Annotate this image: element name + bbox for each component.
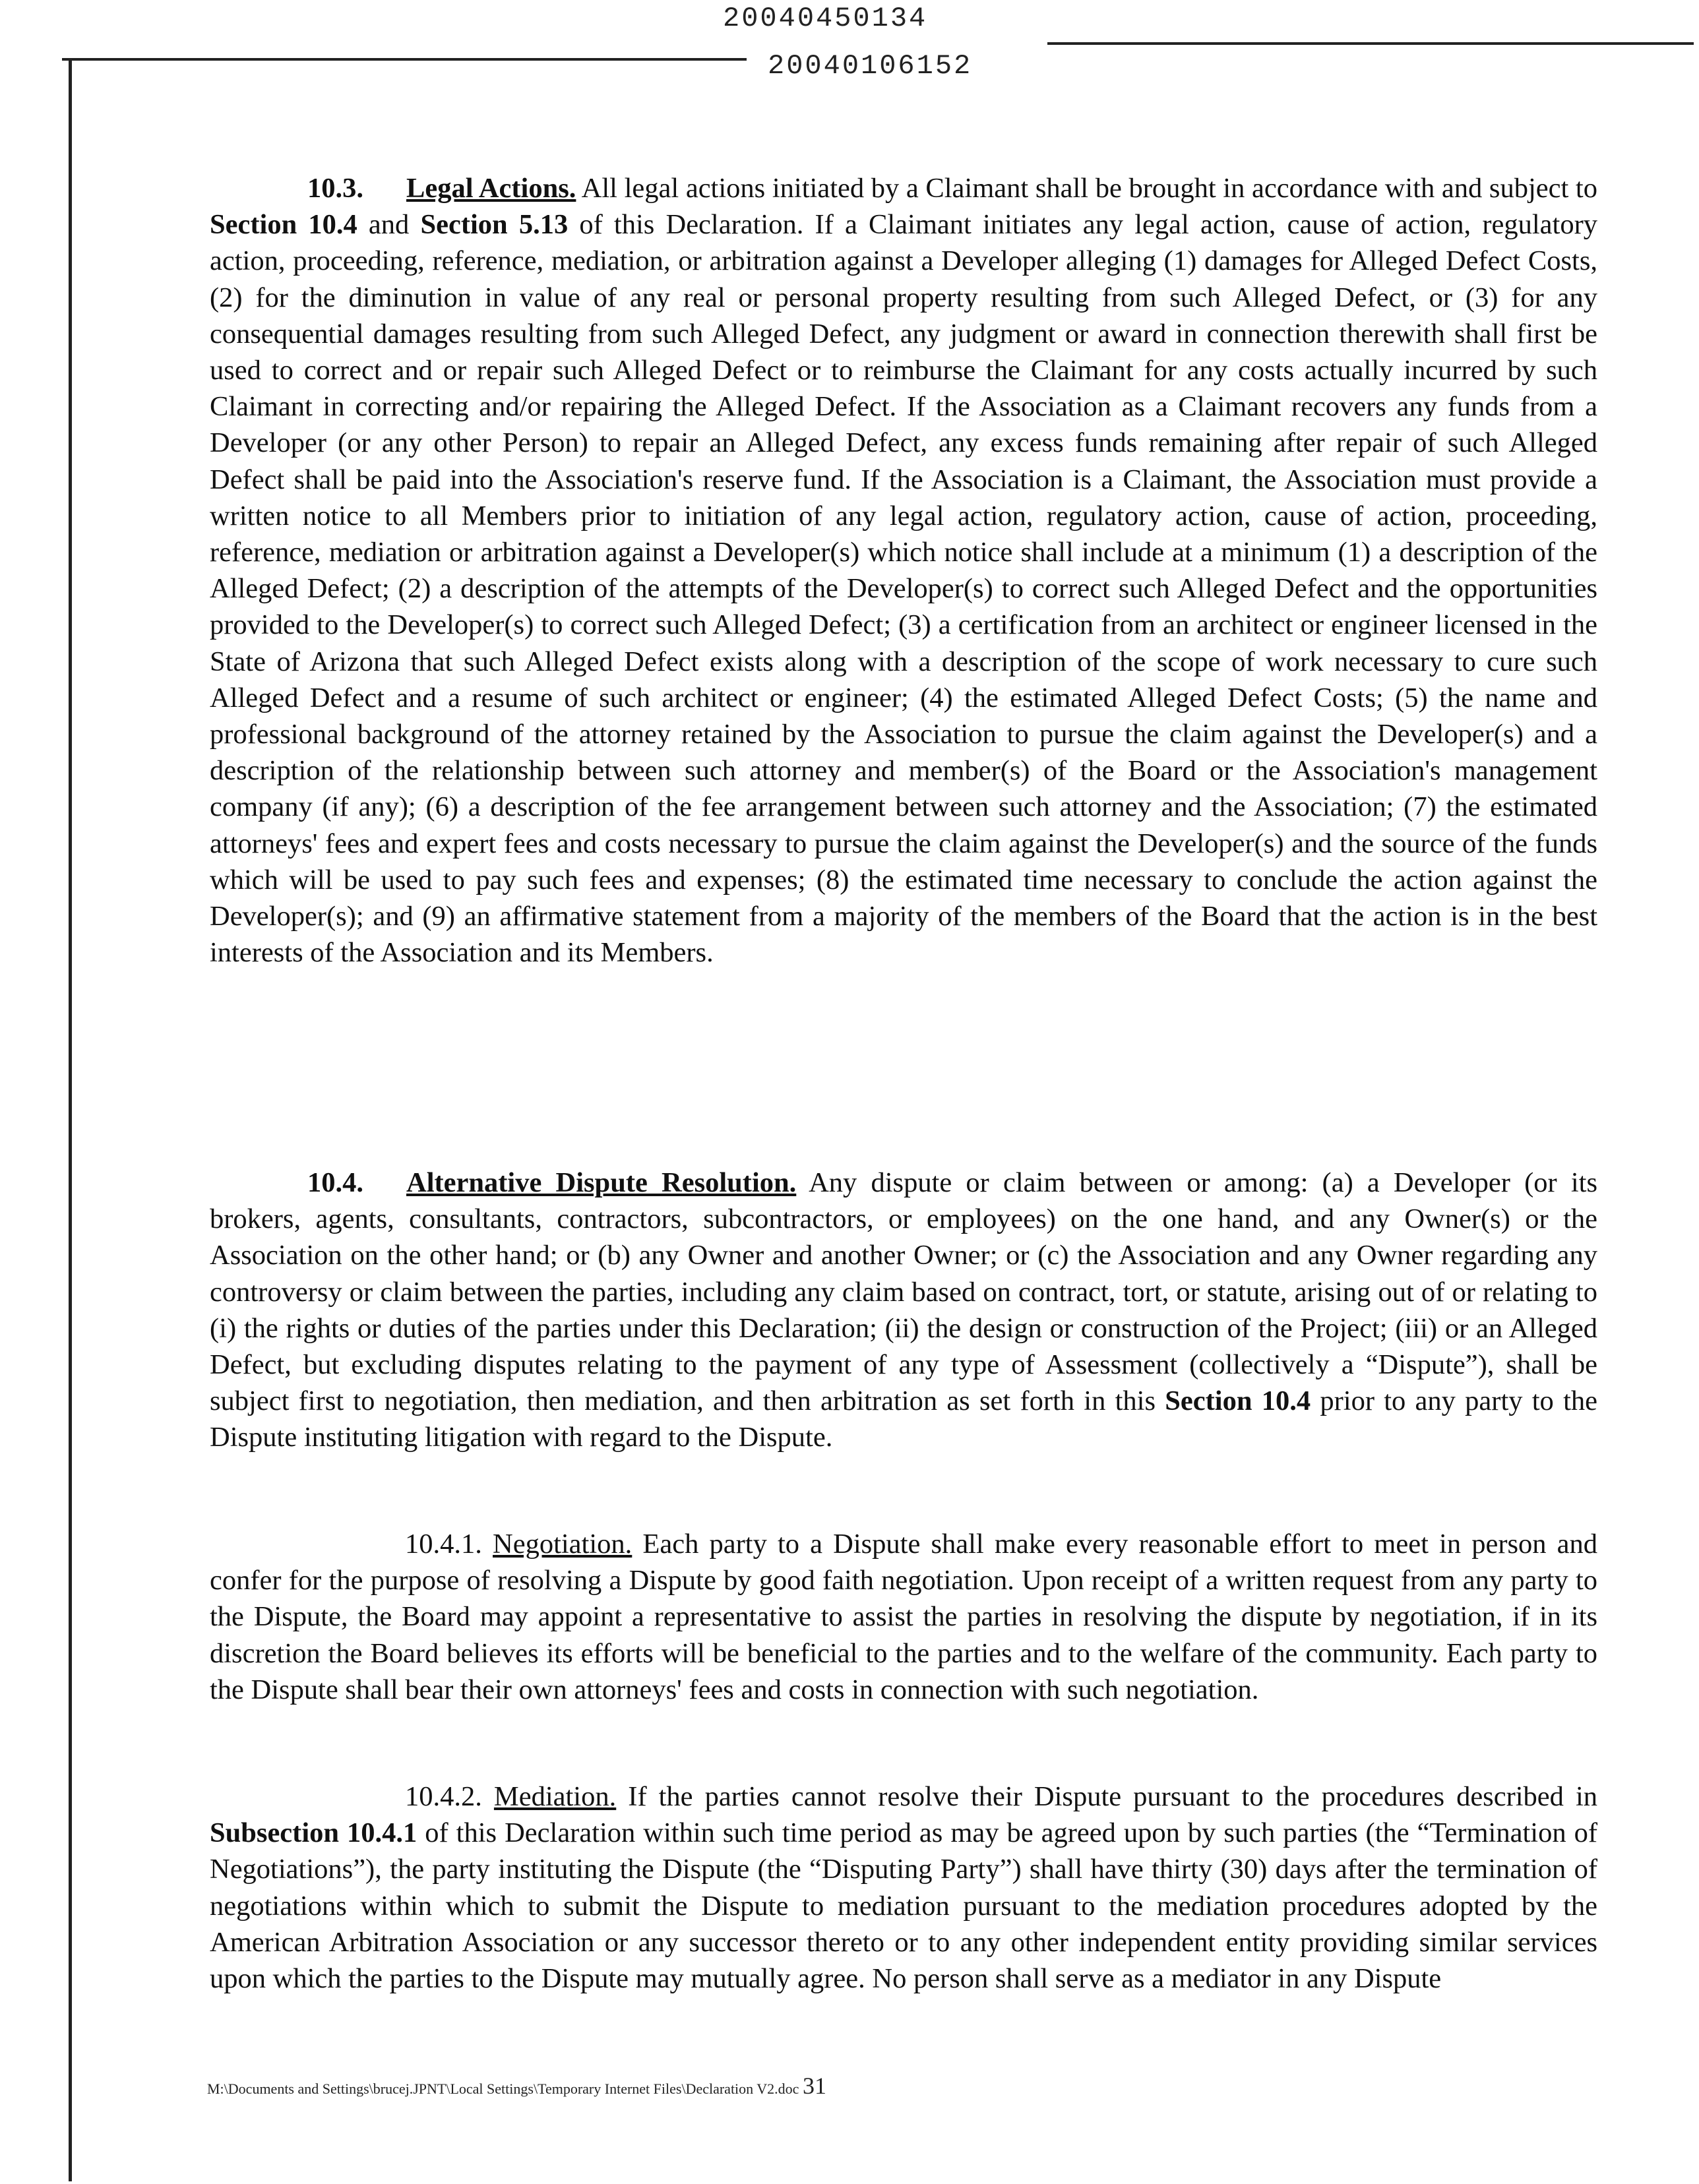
section-text: of this Declaration. If a Claimant initiates any legal action, cause of action, regulatory action, proceeding, reference, mediation, or arbitration against a Developer alleging (1) damages for Alleged Defect Costs, (2) for the diminution in value of any real or personal property resulting from such Alleged Defect, or (3) for any consequential damages resulting from such Alleged Defect, any judgment or award in connection therewith shall first be used to correct and or repair such Alleged Defect or to reimburse the Claimant for any costs actually incurred by such Claimant in correcting and/or repairing the Alleged Defect. If the Association as a Claimant recovers any funds from a Developer (or any other Person) to repair an Alleged Defect, any excess funds remaining after repair of such Alleged Defect shall be paid into the Association's reserve fund. If the Association is a Claimant, the Association must provide a written notice to all Members prior to initiation of any legal action, regulatory action, cause of action, proceeding, reference, mediation or arbitration against a Developer(s) which notice shall include at a minimum (1) a description of the Alleged Defect; (2) a description of the attempts of the Developer(s) to correct such Alleged Defect and the opportunities provided to the Developer(s) to correct such Alleged Defect; (3) a certification from an architect or engineer licensed in the State of Arizona that such Alleged Defect exists along with a description of the scope of work necessary to cure such Alleged Defect and a resume of such architect or engineer; (4) the estimated Alleged Defect Costs; (5) the name and professional background of the attorney retained by the Association to pursue the claim against the Developer(s) and a description of the relationship between such attorney and member(s) of the Board or the Association's management company (if any); (6) a description of the fee arrangement between such attorney and the Association; (7) the estimated attorneys' fees and expert fees and costs necessary to pursue the claim against the Developer(s) and the source of the funds which will be used to pay such fees and expenses; (8) the estimated time necessary to conclude the action against the Developer(s); and (9) an affirmative statement from a majority of the members of the Board that the action is in the best interests of the Association and its Members. <box>210 209 1597 969</box>
subsection-title: Negotiation. <box>493 1529 633 1560</box>
section-title: Alternative Dispute Resolution. <box>406 1167 797 1198</box>
section-text: and <box>357 209 421 241</box>
subsection-reference: Subsection 10.4.1 <box>210 1817 417 1849</box>
section-text: Any dispute or claim between or among: (a) a Developer (or its brokers, agents, consultants, contractors, subcontractors, or employees) on the one hand, and any Owner(s) or the Association on the other hand; or (b) any Owner and another Owner; or (c) the Association and any Owner regarding any controversy or claim between the parties, including any claim based on contract, tort, or statute, arising out of or relating to (i) the rights or duties of the parties under this Declaration; (ii) the design or construction of the Project; (iii) or an Alleged Defect, but excluding disputes relating to the payment of any type of Assessment (collectively a “Dispute”), shall be subject first to negotiation, then mediation, and then arbitration as set forth in this <box>210 1167 1597 1417</box>
recording-number-top: 20040450134 <box>723 3 928 34</box>
subsection-text: Each party to a Dispute shall make every reasonable effort to meet in person and confer for the purpose of resolving a Dispute by good faith negotiation. Upon receipt of a written request from any party to the Dispute, the Board may appoint a representative to assist the parties in resolving the dispute by negotiation, if in its discretion the Board believes its efforts will be beneficial to the parties and to the welfare of the community. Each party to the Dispute shall bear their own attorneys' fees and costs in connection with such negotiation. <box>210 1529 1598 1705</box>
section-10-3 <box>210 170 1597 971</box>
subsection-number: 10.4.2. <box>405 1781 482 1812</box>
recording-number-second: 20040106152 <box>768 50 973 82</box>
page-number: 31 <box>802 2073 826 2099</box>
subsection-10-4-2 <box>210 1778 1597 1997</box>
top-rule-right <box>1047 42 1694 45</box>
section-number: 10.3. <box>307 173 363 204</box>
subsection-10-4-1 <box>210 1526 1597 1708</box>
section-reference: Section 10.4 <box>210 209 357 241</box>
subsection-number: 10.4.1. <box>405 1529 482 1560</box>
left-margin-rule <box>69 58 72 2181</box>
section-reference: Section 10.4 <box>1165 1385 1311 1417</box>
file-path: M:\Documents and Settings\brucej.JPNT\Local Settings\Temporary Internet Files\Declaration V2.doc <box>207 2080 799 2097</box>
section-number: 10.4. <box>307 1167 363 1198</box>
subsection-text: If the parties cannot resolve their Dispute pursuant to the procedures described in <box>616 1781 1598 1812</box>
document-footer <box>207 2072 826 2100</box>
section-reference: Section 5.13 <box>420 209 569 241</box>
section-text: All legal actions initiated by a Claimant shall be brought in accordance with and subject to <box>576 173 1597 204</box>
subsection-title: Mediation. <box>493 1781 617 1812</box>
section-title: Legal Actions. <box>406 173 576 204</box>
section-text: prior to any party to the Dispute instituting litigation with regard to the Dispute. <box>210 1385 1597 1453</box>
top-rule-left <box>62 58 747 61</box>
subsection-text: of this Declaration within such time period as may be agreed upon by such parties (the “Termination of Negotiations”), the party instituting the Dispute (the “Disputing Party”) shall have thirty (30) days after the termination of negotiations within which to submit the Dispute to mediation pursuant to the mediation procedures adopted by the American Arbitration Association or any successor thereto or to any other independent entity providing similar services upon which the parties to the Dispute may mutually agree. No person shall serve as a mediator in any Dispute <box>210 1817 1597 1995</box>
section-10-4 <box>210 1165 1597 1456</box>
